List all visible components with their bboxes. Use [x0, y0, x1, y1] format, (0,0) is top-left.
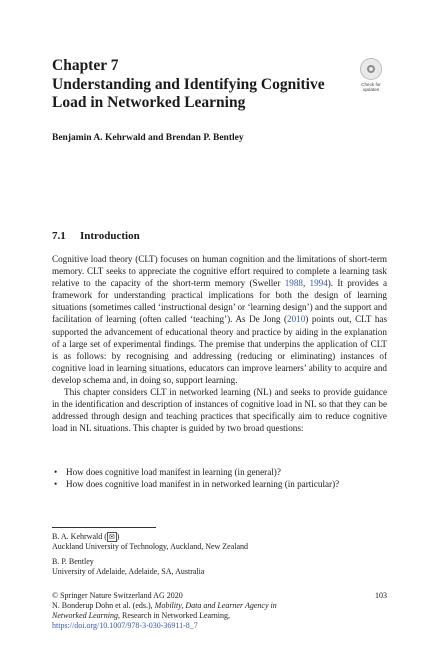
- badge-text-line1: Check for: [361, 82, 381, 87]
- paragraph-1: Cognitive load theory (CLT) focuses on human cognition and the limitations of short-term memory. CLT seeks to appreciate the cognitive effort required to complete a learning task relative to the capacity of the short-term memory (Sweller 1988, 1994). It provides a framework for understanding practical implications for both the design of learning situations (sometimes called ‘instructional design’ or ‘learning design’) and the support and facilitation of learning (often called ‘teaching’). As De Jong (2010) points out, CLT has supported the advancement of educational theory and practice by aiding in the explanation of a large set of experimental findings. The premise that underpins the application of CLT is as follows: by recognising and addressing (reducing or eliminating) instances of cognitive load in learning situations, educators can improve learners’ ability to acquire and develop schema and, in doing so, support learning.: [52, 254, 388, 385]
- citation-link-1994[interactable]: 1994: [309, 278, 328, 289]
- page-number: 103: [375, 591, 387, 600]
- list-item: • How does cognitive load manifest in in networked learning (in particular)?: [54, 479, 340, 490]
- chapter-label: Chapter 7: [52, 57, 119, 74]
- doi-link[interactable]: https://doi.org/10.1007/978-3-030-36911-8_7: [52, 621, 198, 630]
- bullet-icon: •: [54, 479, 58, 490]
- section-heading: [52, 230, 140, 242]
- list-item: • How does cognitive load manifest in learning (in general)?: [54, 467, 281, 477]
- section-number: 7.1: [52, 230, 66, 242]
- question-list: [52, 466, 387, 490]
- chapter-title: Understanding and Identifying Cognitive Load in Networked Learning: [52, 76, 325, 111]
- authors: Benjamin A. Kehrwald and Brendan P. Bentley: [52, 133, 244, 143]
- envelope-icon[interactable]: ✉: [108, 533, 115, 541]
- citation-link-1988[interactable]: 1988: [284, 278, 303, 289]
- affiliation-bentley: B. P. Bentley University of Adelaide, Adelaide, SA, Australia: [52, 557, 205, 576]
- citation-link-2010[interactable]: 2010: [287, 314, 306, 325]
- check-for-updates-badge[interactable]: [355, 58, 387, 98]
- affiliation-kehrwald: B. A. Kehrwald ( ✉ ) Auckland University of Technology, Auckland, New Zealand: [52, 532, 249, 551]
- badge-text-line2: updates: [362, 87, 380, 93]
- section-title: Introduction: [80, 230, 140, 242]
- footnote-divider: [52, 527, 156, 528]
- bullet-icon: •: [54, 467, 58, 477]
- paragraph-2: This chapter considers CLT in networked learning (NL) and seeks to provide guidance in the identification and description of instances of cognitive load in NL so that they can be addressed through design and teaching practices that specifically aim to reduce cognitive load in NL situations. This chapter is guided by two broad questions:: [52, 387, 387, 434]
- copyright-block: © Springer Nature Switzerland AG 2020 N. Bonderup Dohn et al. (eds.), Mobility, Data and Learner Agency in Networked Learning, Research in Networked Learning, https://doi.org/10.1007/978-3-030-36911-8_7: [52, 591, 387, 631]
- crossmark-icon: [360, 58, 382, 80]
- body-text: [52, 253, 387, 434]
